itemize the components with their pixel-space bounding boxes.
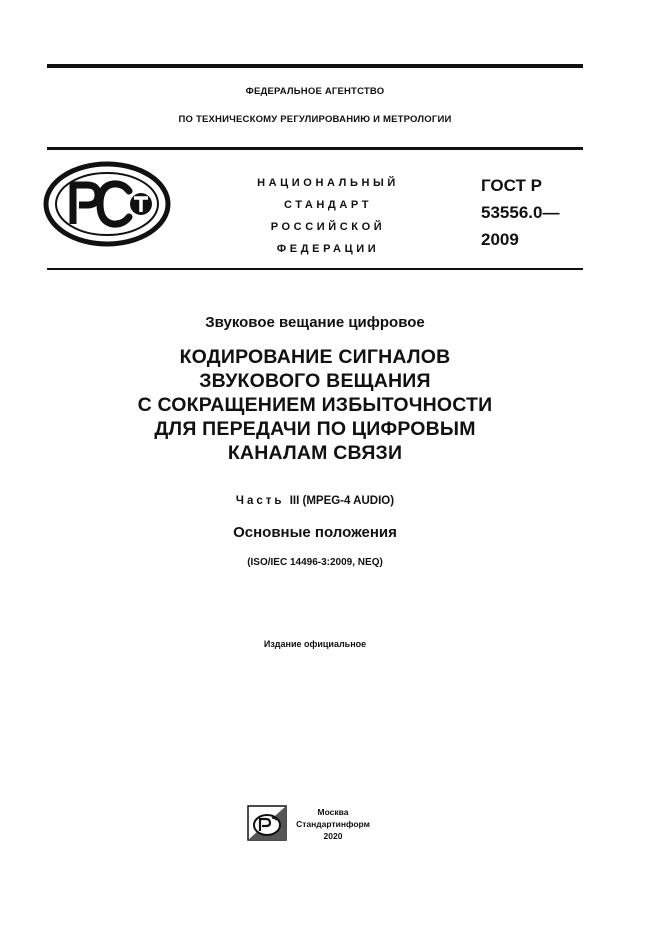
publisher-block xyxy=(292,806,374,842)
edition-label: Издание официальное xyxy=(263,639,367,649)
agency-line-1: ФЕДЕРАЛЬНОЕ АГЕНТСТВО xyxy=(245,86,385,97)
gost-number xyxy=(481,172,559,253)
national-standard-label xyxy=(228,172,428,260)
part-label xyxy=(47,495,583,507)
title-line: ЗВУКОВОГО ВЕЩАНИЯ xyxy=(199,370,431,392)
lower-rule xyxy=(47,268,583,270)
middle-rule xyxy=(47,147,583,150)
publisher-year: 2020 xyxy=(323,831,343,841)
national-standard-line: ФЕДЕРАЦИИ xyxy=(276,243,380,255)
gost-logo-icon xyxy=(43,161,171,247)
standartinform-logo-icon xyxy=(247,805,287,841)
basics-heading: Основные положения xyxy=(233,524,397,541)
gost-line: ГОСТ Р xyxy=(481,176,542,195)
national-standard-line: РОССИЙСКОЙ xyxy=(270,221,386,233)
part-number: III (MPEG-4 AUDIO) xyxy=(289,495,395,507)
title-line: ДЛЯ ПЕРЕДАЧИ ПО ЦИФРОВЫМ xyxy=(154,418,476,440)
document-subtitle: Звуковое вещание цифровое xyxy=(205,314,425,331)
publisher-name: Стандартинформ xyxy=(296,819,370,829)
gost-line: 2009 xyxy=(481,230,519,249)
title-line: КОДИРОВАНИЕ СИГНАЛОВ xyxy=(179,346,451,368)
title-line: С СОКРАЩЕНИЕМ ИЗБЫТОЧНОСТИ xyxy=(137,394,493,416)
publisher-city: Москва xyxy=(317,807,349,817)
title-line: КАНАЛАМ СВЯЗИ xyxy=(227,442,403,464)
part-word: Часть xyxy=(235,495,285,507)
national-standard-line: СТАНДАРТ xyxy=(283,199,373,211)
document-title xyxy=(47,345,583,465)
top-rule xyxy=(47,64,583,68)
gost-line: 53556.0— xyxy=(481,203,560,222)
agency-line-2: ПО ТЕХНИЧЕСКОМУ РЕГУЛИРОВАНИЮ И МЕТРОЛОГИИ xyxy=(178,114,452,125)
iso-reference: (ISO/IEC 14496-3:2009, NEQ) xyxy=(247,557,383,568)
national-standard-line: НАЦИОНАЛЬНЫЙ xyxy=(257,177,399,189)
